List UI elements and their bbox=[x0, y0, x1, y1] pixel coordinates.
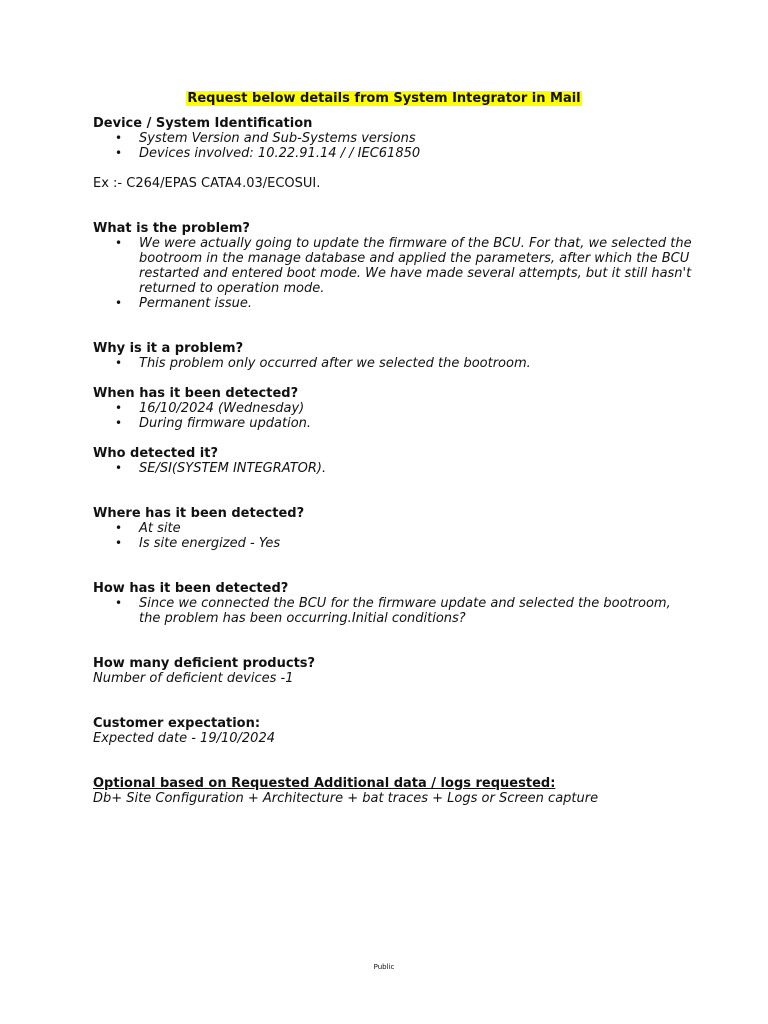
device-example: Ex :- C264/EPAS CATA4.03/ECOSUI. bbox=[93, 176, 321, 191]
bullet-icon: • bbox=[115, 146, 123, 160]
list-item: • At site bbox=[115, 521, 181, 536]
list-item: • During firmware updation. bbox=[115, 416, 312, 431]
who-bullet-list bbox=[93, 461, 693, 476]
list-item: • Permanent issue. bbox=[115, 296, 253, 311]
why-heading: Why is it a problem? bbox=[93, 341, 244, 356]
footer-classification: Public bbox=[373, 963, 395, 971]
bullet-icon: • bbox=[115, 416, 123, 430]
bullet-icon: • bbox=[115, 401, 123, 415]
bullet-icon: • bbox=[115, 356, 123, 370]
list-item: • Is site energized - Yes bbox=[115, 536, 281, 551]
document-title-text: Request below details from System Integrator in Mail bbox=[187, 91, 581, 106]
list-item: • Devices involved: 10.22.91.14 / / IEC61850 bbox=[115, 146, 421, 161]
list-item: • We were actually going to update the firmware of the BCU. For that, we selected the bootroom in the manage database and applied the parameters, after which the BCU restarted and entered boot mode. We have made several attempts, but it still hasn't returned to operation mode. bbox=[115, 236, 692, 296]
when-heading: When has it been detected? bbox=[93, 386, 299, 401]
how-bullet-list bbox=[93, 596, 693, 626]
where-bullet-list bbox=[93, 521, 693, 551]
list-item: • This problem only occurred after we selected the bootroom. bbox=[115, 356, 531, 371]
bullet-icon: • bbox=[115, 236, 123, 250]
bullet-icon: • bbox=[115, 131, 123, 145]
when-bullet-list bbox=[93, 401, 693, 431]
deficient-heading: How many deficient products? bbox=[93, 656, 316, 671]
deficient-text: Number of deficient devices -1 bbox=[93, 671, 294, 686]
bullet-icon: • bbox=[115, 536, 123, 550]
bullet-icon: • bbox=[115, 461, 123, 475]
why-bullet-list bbox=[93, 356, 693, 371]
expectation-heading: Customer expectation: bbox=[93, 716, 261, 731]
problem-bullet-list bbox=[93, 236, 693, 311]
optional-text: Db+ Site Configuration + Architecture + bat traces + Logs or Screen capture bbox=[93, 791, 599, 806]
document-body bbox=[93, 116, 693, 806]
problem-heading: What is the problem? bbox=[93, 221, 250, 236]
list-item: • SE/SI(SYSTEM INTEGRATOR). bbox=[115, 461, 327, 476]
bullet-icon: • bbox=[115, 296, 123, 310]
bullet-icon: • bbox=[115, 521, 123, 535]
device-bullet-list bbox=[93, 131, 693, 161]
who-heading: Who detected it? bbox=[93, 446, 218, 461]
list-item: • System Version and Sub-Systems versions bbox=[115, 131, 416, 146]
list-item: • Since we connected the BCU for the firmware update and selected the bootroom, the problem has been occurring.Initial conditions? bbox=[115, 596, 671, 626]
bullet-icon: • bbox=[115, 596, 123, 610]
optional-heading: Optional based on Requested Additional data / logs requested: bbox=[93, 776, 556, 791]
how-heading: How has it been detected? bbox=[93, 581, 289, 596]
list-item: • 16/10/2024 (Wednesday) bbox=[115, 401, 305, 416]
device-heading: Device / System Identification bbox=[93, 116, 313, 131]
where-heading: Where has it been detected? bbox=[93, 506, 305, 521]
document-title bbox=[0, 87, 768, 107]
expectation-text: Expected date - 19/10/2024 bbox=[93, 731, 275, 746]
